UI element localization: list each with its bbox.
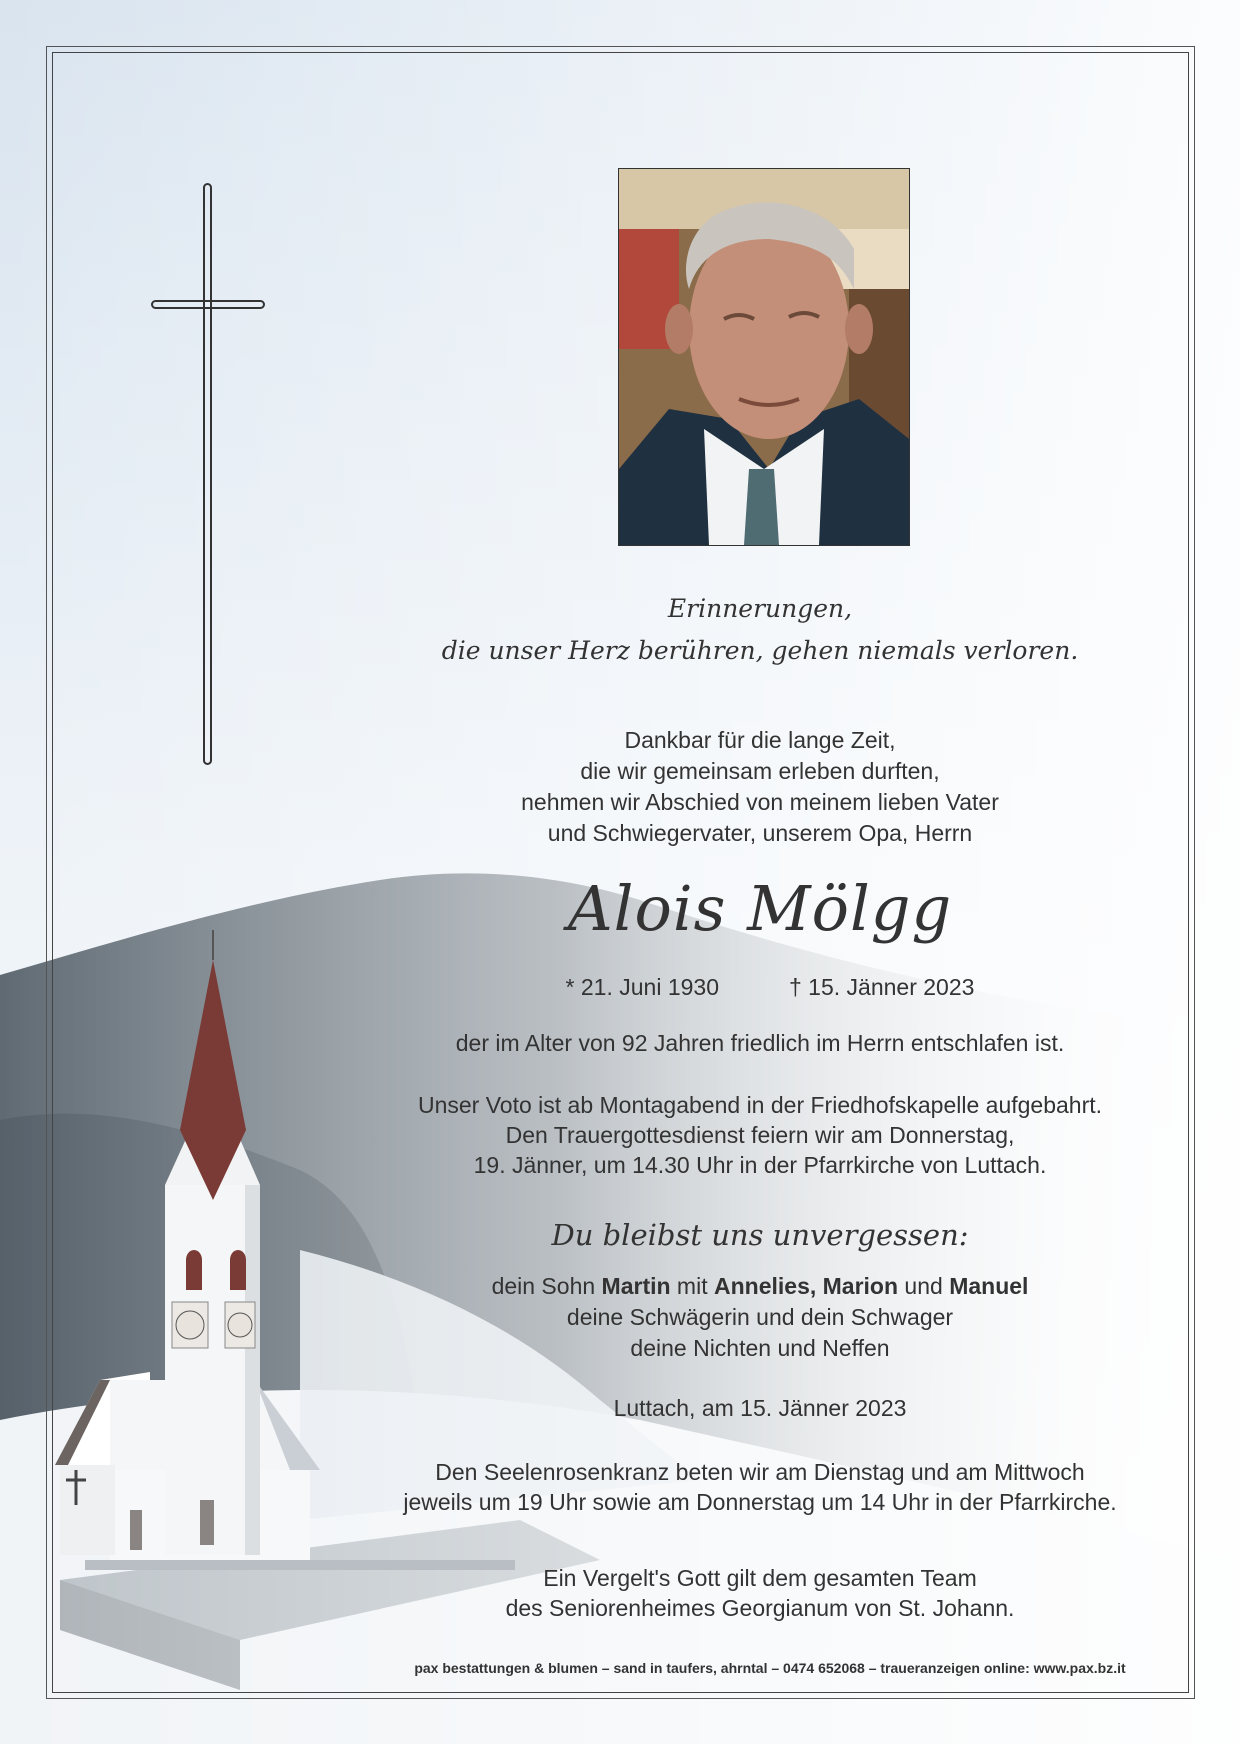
ceremony-line-2: Den Trauergottesdienst feiern wir am Donnerstag, xyxy=(505,1122,1015,1148)
intro-line-1: Dankbar für die lange Zeit, xyxy=(624,727,896,753)
rosary-line-1: Den Seelenrosenkranz beten wir am Dienstag und am Mittwoch xyxy=(435,1459,1085,1485)
verse-line-2: die unser Herz berühren, gehen niemals verloren. xyxy=(441,636,1079,665)
funeral-home-footer: pax bestattungen & blumen – sand in taufers, ahrntal – 0474 652068 – traueranzeigen online: www.pax.bz.it xyxy=(414,1660,1126,1676)
ceremony-line-1: Unser Voto ist ab Montagabend in der Friedhofskapelle aufgebahrt. xyxy=(417,1092,1103,1118)
mourner-son: Martin xyxy=(601,1273,671,1299)
ceremony-line-3: 19. Jänner, um 14.30 Uhr in der Pfarrkirche von Luttach. xyxy=(473,1152,1047,1178)
thanks-line-1: Ein Vergelt's Gott gilt dem gesamten Team xyxy=(543,1565,977,1591)
age-statement: der im Alter von 92 Jahren friedlich im Herrn entschlafen ist. xyxy=(455,1030,1065,1056)
ceremony-info xyxy=(380,1090,1140,1180)
thanks-note xyxy=(380,1563,1140,1623)
birth-date: * 21. Juni 1930 xyxy=(565,974,719,1000)
mourners-line-1: dein Sohn Martin mit Annelies, Marion und Manuel xyxy=(491,1273,1029,1299)
rosary-info xyxy=(380,1457,1140,1517)
mourner-grandchild-2: Manuel xyxy=(949,1273,1029,1299)
mourner-grandchildren-1: Annelies, Marion xyxy=(714,1273,899,1299)
intro-line-2: die wir gemeinsam erleben durften, xyxy=(580,758,940,784)
intro-text xyxy=(380,725,1140,849)
memorial-verse xyxy=(380,588,1140,672)
life-dates xyxy=(540,974,1000,1001)
verse-line-1: Erinnerungen, xyxy=(667,594,853,623)
intro-line-3: nehmen wir Abschied von meinem lieben Vater xyxy=(521,789,999,815)
mourners-line-3: deine Nichten und Neffen xyxy=(630,1335,890,1361)
death-date: † 15. Jänner 2023 xyxy=(789,974,975,1000)
deceased-name: Alois Mölgg xyxy=(567,872,953,945)
unforgotten-heading: Du bleibst uns unvergessen: xyxy=(551,1218,969,1252)
rosary-line-2: jeweils um 19 Uhr sowie am Donnerstag um 14 Uhr in der Pfarrkirche. xyxy=(403,1489,1117,1515)
intro-line-4: und Schwiegervater, unserem Opa, Herrn xyxy=(547,820,973,846)
thanks-line-2: des Seniorenheimes Georgianum von St. Johann. xyxy=(505,1595,1015,1621)
cross-icon xyxy=(150,182,270,772)
portrait-photo xyxy=(618,168,910,546)
place-and-date: Luttach, am 15. Jänner 2023 xyxy=(613,1395,907,1421)
mourners-list xyxy=(380,1271,1140,1364)
mourners-line-2: deine Schwägerin und dein Schwager xyxy=(566,1304,954,1330)
